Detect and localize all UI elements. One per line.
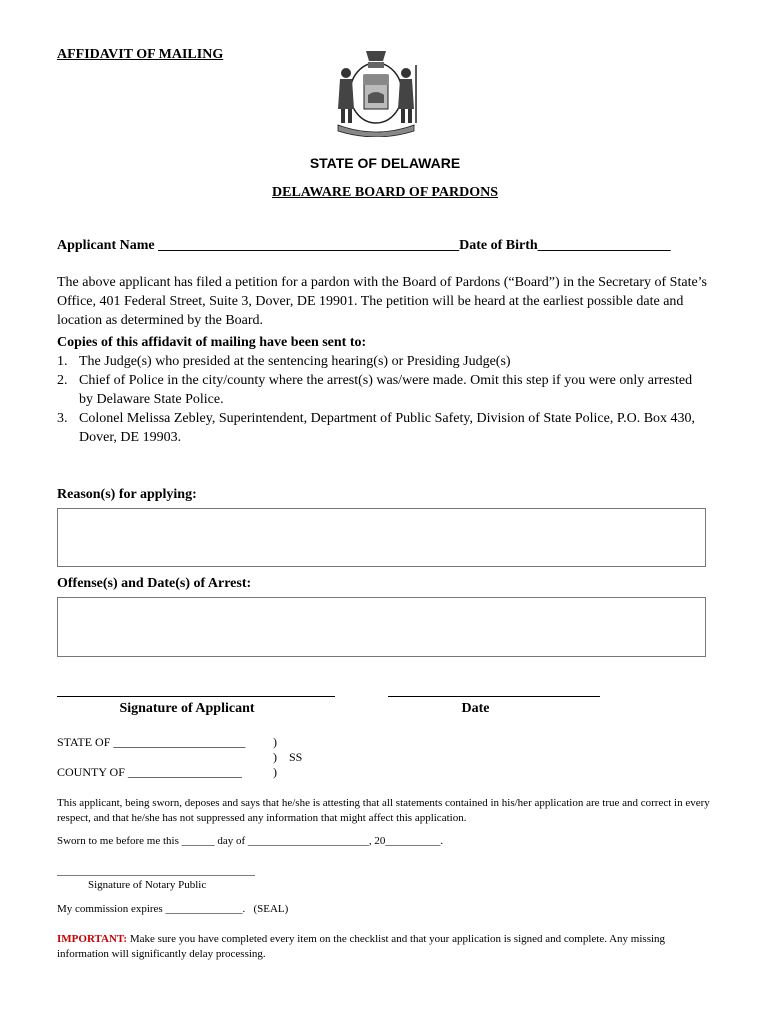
paren-top: )	[273, 735, 277, 749]
important-text: Make sure you have completed every item on the checklist and that your application is signed and complete. Any missing information will significantly delay processing.	[57, 933, 666, 960]
copies-list	[57, 352, 707, 447]
applicant-signature-label: Signature of Applicant	[119, 701, 255, 716]
applicant-row	[57, 238, 722, 254]
list-item	[57, 371, 707, 409]
list-item	[57, 409, 707, 447]
important-notice	[57, 932, 717, 962]
list-number: 3.	[57, 411, 68, 426]
commission-expires-field[interactable]: My commission expires ______________. (SEAL)	[57, 903, 289, 915]
notary-county-field[interactable]: COUNTY OF ___________________	[57, 765, 242, 779]
applicant-signature-line[interactable]	[57, 696, 335, 697]
petition-paragraph: The above applicant has filed a petition for a pardon with the Board of Pardons (“Board”) in the Secretary of State’s Office, 401 Federal Street, Suite 3, Dover, DE 19901. The petition will be heard at the earliest possible date and location as determined by the Board.	[57, 275, 708, 328]
reasons-textbox[interactable]	[57, 508, 706, 567]
document-title: AFFIDAVIT OF MAILING	[57, 47, 224, 62]
notary-signature-label: Signature of Notary Public	[88, 879, 207, 891]
sworn-date-line[interactable]: Sworn to me before me this ______ day of ______________________, 20__________.	[57, 835, 444, 847]
date-of-birth-field[interactable]: Date of Birth___________________	[459, 238, 671, 253]
delaware-state-seal	[330, 45, 422, 137]
copies-heading: Copies of this affidavit of mailing have been sent to:	[57, 335, 367, 350]
sworn-statement: This applicant, being sworn, deposes and says that he/she is attesting that all statements contained in his/her application are true and correct in every respect, and that he/she has not suppressed any information that might affect this application.	[57, 797, 710, 824]
important-label: IMPORTANT:	[57, 933, 128, 945]
date-label: Date	[461, 701, 490, 716]
ss-marker: ) SS	[273, 750, 303, 764]
notary-signature-line[interactable]: ____________________________________	[57, 865, 255, 877]
notary-state-field[interactable]: STATE OF ______________________	[57, 735, 246, 749]
offenses-textbox[interactable]	[57, 597, 706, 657]
list-number: 1.	[57, 354, 68, 369]
offenses-heading: Offense(s) and Date(s) of Arrest:	[57, 576, 252, 591]
reasons-heading: Reason(s) for applying:	[57, 487, 197, 502]
list-text: The Judge(s) who presided at the sentencing hearing(s) or Presiding Judge(s)	[79, 354, 511, 369]
list-text: Chief of Police in the city/county where the arrest(s) was/were made. Omit this step if you were only arrested by Delaware State Police.	[79, 373, 693, 407]
applicant-name-field[interactable]: Applicant Name ___________________________________________	[57, 238, 460, 253]
signature-date-line[interactable]	[388, 696, 600, 697]
board-heading: DELAWARE BOARD OF PARDONS	[272, 185, 498, 200]
state-heading: STATE OF DELAWARE	[309, 155, 461, 171]
list-text: Colonel Melissa Zebley, Superintendent, Department of Public Safety, Division of State Police, P.O. Box 430, Dover, DE 19903.	[79, 411, 696, 445]
list-item	[57, 352, 707, 371]
paren-bottom: )	[273, 765, 277, 779]
list-number: 2.	[57, 373, 68, 388]
